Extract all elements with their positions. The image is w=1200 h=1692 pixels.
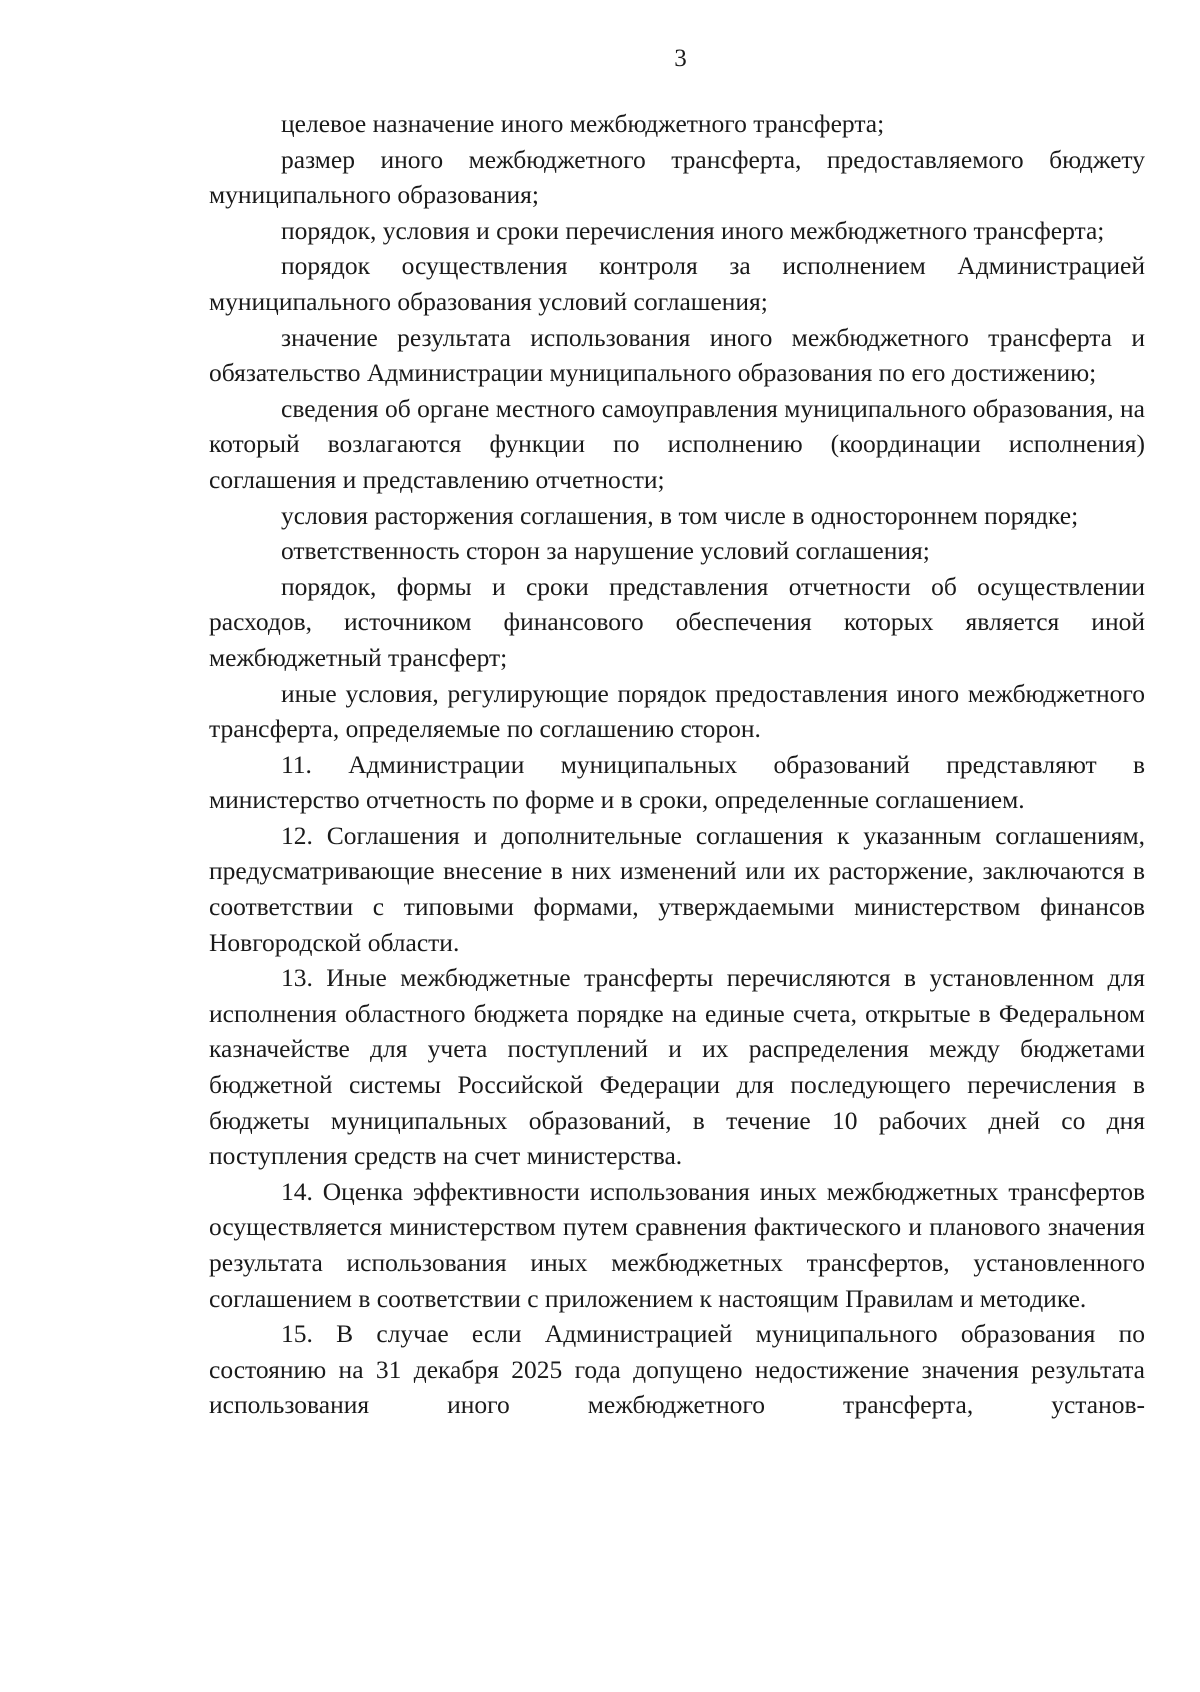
paragraph-responsible-body: сведения об органе местного самоуправления муниципального образования, на который возлагаются функции по исполнению (координации исполнения) соглашения и представлению отчетности; [209, 393, 1145, 494]
page-number: 3 [674, 45, 687, 72]
paragraph-transfer-amount: размер иного межбюджетного трансферта, предоставляемого бюджету муниципального образования; [209, 144, 1145, 210]
paragraph-item-13: 13. Иные межбюджетные трансферты перечисляются в установленном для исполнения областного бюджета порядке на единые счета, открытые в Федеральном казначействе для учета поступлений и их распределения между бюджетами бюджетной системы Российской Федерации для последующего перечисления в бюджеты муниципальных образований, в течение 10 рабочих дней со дня поступления средств на счет министерства. [209, 963, 1145, 1171]
paragraph-reporting: порядок, формы и сроки представления отчетности об осуществлении расходов, источником финансового обеспечения которых является иной межбюджетный трансферт; [209, 571, 1145, 672]
paragraph-liability: ответственность сторон за нарушение условий соглашения; [281, 536, 930, 566]
paragraph-item-14: 14. Оценка эффективности использования иных межбюджетных трансфертов осуществляется министерством путем сравнения фактического и планового значения результата использования иных межбюджетных трансфертов, установленного соглашением в соответствии с приложением к настоящим Правилам и методике. [209, 1176, 1145, 1313]
paragraph-item-11: 11. Администрации муниципальных образований представляют в министерство отчетность по форме и в сроки, определенные соглашением. [209, 749, 1145, 815]
paragraph-target-purpose: целевое назначение иного межбюджетного трансферта; [281, 109, 885, 138]
paragraph-result-value: значение результата использования иного межбюджетного трансферта и обязательство Администрации муниципального образования по его достижению; [209, 322, 1145, 388]
paragraph-item-12: 12. Соглашения и дополнительные соглашения к указанным соглашениям, предусматривающие внесение в них изменений или их расторжение, заключаются в соответствии с типовыми формами, утверждаемыми министерством финансов Новгородской области. [209, 820, 1145, 957]
paragraph-transfer-procedure: порядок, условия и сроки перечисления иного межбюджетного трансферта; [281, 215, 1105, 245]
paragraph-other-conditions: иные условия, регулирующие порядок предоставления иного межбюджетного трансферта, определяемые по соглашению сторон. [209, 678, 1145, 744]
paragraph-termination-conditions: условия расторжения соглашения, в том числе в одностороннем порядке; [281, 500, 1079, 530]
paragraph-control-procedure: порядок осуществления контроля за исполнением Администрацией муниципального образования условий соглашения; [209, 251, 1145, 316]
paragraph-item-15: 15. В случае если Администрацией муниципального образования по состоянию на 31 декабря 2025 года допущено недостижение значения результата использования иного межбюджетного трансферта, установ- [209, 1319, 1145, 1420]
document-body [209, 106, 1145, 1423]
